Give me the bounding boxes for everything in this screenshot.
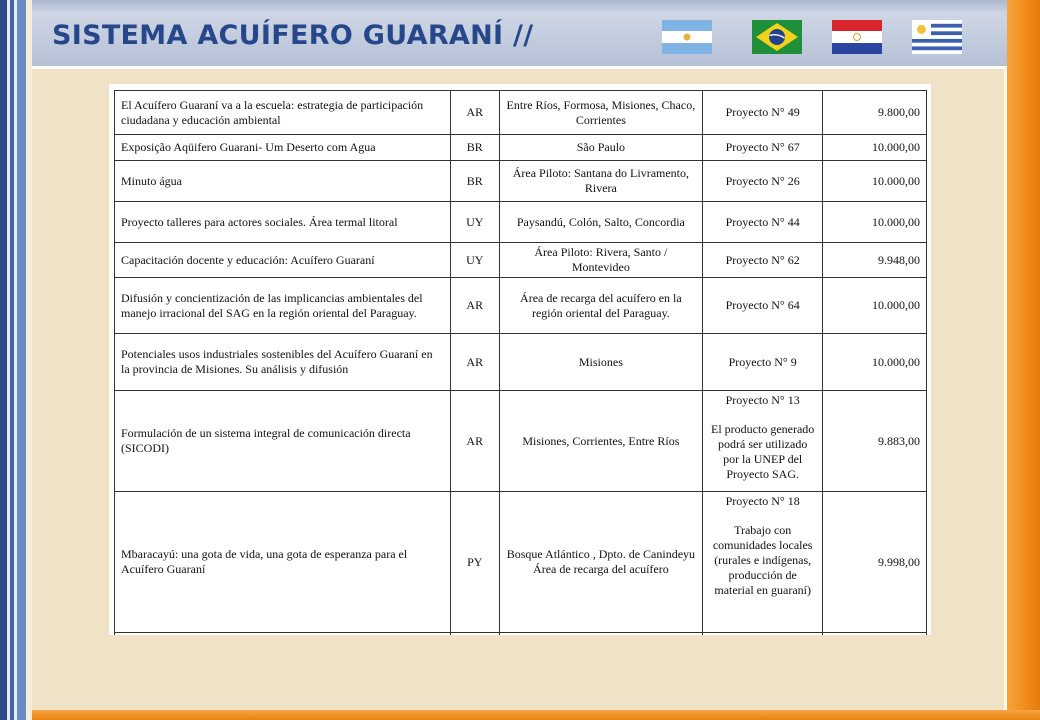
project-cell: [702, 633, 823, 636]
table-row: [115, 135, 927, 161]
amount-cell: 9.883,00: [823, 391, 927, 492]
table-row: [115, 391, 927, 492]
table-row: [115, 202, 927, 243]
project-number: Proyecto N° 13: [725, 393, 800, 407]
table-row: [115, 161, 927, 202]
country-cell: AR: [450, 91, 499, 135]
country-cell: [450, 633, 499, 636]
orange-bottom-bar: [32, 710, 1040, 720]
project-cell: Proyecto N° 67: [702, 135, 823, 161]
left-stripe: [17, 0, 26, 720]
region-cell: Paysandú, Colón, Salto, Concordia: [499, 202, 702, 243]
project-cell: Proyecto N° 9: [702, 334, 823, 391]
description-cell: El Acuífero Guaraní va a la escuela: estrategia de participación ciudadana y educación ambiental: [115, 91, 451, 135]
country-cell: UY: [450, 243, 499, 278]
table-row: [115, 91, 927, 135]
projects-table-image: [109, 84, 931, 635]
description-cell: Difusión y concientización de las implicancias ambientales del manejo irracional del SAG en la región oriental del Paraguay.: [115, 278, 451, 334]
project-cell: Proyecto N° 26: [702, 161, 823, 202]
project-number: Proyecto N° 18: [725, 494, 800, 508]
argentina-flag-icon: [662, 20, 712, 54]
projects-table: [114, 90, 927, 635]
region-cell: Área Piloto: Santana do Livramento, Rivera: [499, 161, 702, 202]
region-cell: Misiones: [499, 334, 702, 391]
left-stripe: [26, 0, 32, 720]
table-row: [115, 633, 927, 636]
project-cell: Proyecto N° 62: [702, 243, 823, 278]
country-cell: PY: [450, 492, 499, 633]
description-cell: Proyecto talleres para actores sociales. Área termal litoral: [115, 202, 451, 243]
description-cell: [115, 633, 451, 636]
region-cell: São Paulo: [499, 135, 702, 161]
region-cell: Área de recarga del acuífero en la región oriental del Paraguay.: [499, 278, 702, 334]
amount-cell: 10.000,00: [823, 202, 927, 243]
description-cell: Mbaracayú: una gota de vida, una gota de esperanza para el Acuífero Guaraní: [115, 492, 451, 633]
divider: [1004, 66, 1007, 710]
description-cell: Formulación de un sistema integral de comunicación directa (SICODI): [115, 391, 451, 492]
amount-cell: [823, 633, 927, 636]
description-cell: Exposição Aqüifero Guarani- Um Deserto com Agua: [115, 135, 451, 161]
amount-cell: 9.800,00: [823, 91, 927, 135]
amount-cell: 10.000,00: [823, 161, 927, 202]
table-row: [115, 492, 927, 633]
project-cell: [702, 391, 823, 492]
region-cell: Área Piloto: Rivera, Santo / Montevideo: [499, 243, 702, 278]
country-cell: AR: [450, 334, 499, 391]
region-cell: Misiones, Corrientes, Entre Ríos: [499, 391, 702, 492]
brazil-flag-icon: [752, 20, 802, 54]
table-row: [115, 278, 927, 334]
amount-cell: 9.998,00: [823, 492, 927, 633]
project-cell: Proyecto N° 49: [702, 91, 823, 135]
country-cell: AR: [450, 278, 499, 334]
country-cell: BR: [450, 161, 499, 202]
project-cell: Proyecto N° 44: [702, 202, 823, 243]
slide-header: [32, 0, 1007, 69]
amount-cell: 10.000,00: [823, 278, 927, 334]
region-cell: Bosque Atlántico , Dpto. de Canindeyu Área de recarga del acuífero: [499, 492, 702, 633]
country-cell: UY: [450, 202, 499, 243]
table-row: [115, 243, 927, 278]
uruguay-flag-icon: [912, 20, 962, 54]
paraguay-flag-icon: [832, 20, 882, 54]
amount-cell: 10.000,00: [823, 334, 927, 391]
project-note: Trabajo con comunidades locales (rurales e indígenas, producción de material en guaraní): [712, 523, 813, 597]
table-row: [115, 334, 927, 391]
slide-title: SISTEMA ACUÍFERO GUARANÍ //: [52, 20, 534, 51]
description-cell: Capacitación docente y educación: Acuífero Guaraní: [115, 243, 451, 278]
left-stripe: [0, 0, 7, 720]
amount-cell: 9.948,00: [823, 243, 927, 278]
project-cell: Proyecto N° 64: [702, 278, 823, 334]
country-cell: AR: [450, 391, 499, 492]
region-cell: [499, 633, 702, 636]
project-cell: [702, 492, 823, 633]
orange-side-bar: [1007, 0, 1040, 720]
amount-cell: 10.000,00: [823, 135, 927, 161]
project-note: El producto generado podrá ser utilizado por la UNEP del Proyecto SAG.: [711, 422, 815, 481]
description-cell: Minuto água: [115, 161, 451, 202]
description-cell: Potenciales usos industriales sostenibles del Acuífero Guaraní en la provincia de Misiones. Su análisis y difusión: [115, 334, 451, 391]
country-cell: BR: [450, 135, 499, 161]
region-cell: Entre Ríos, Formosa, Misiones, Chaco, Corrientes: [499, 91, 702, 135]
